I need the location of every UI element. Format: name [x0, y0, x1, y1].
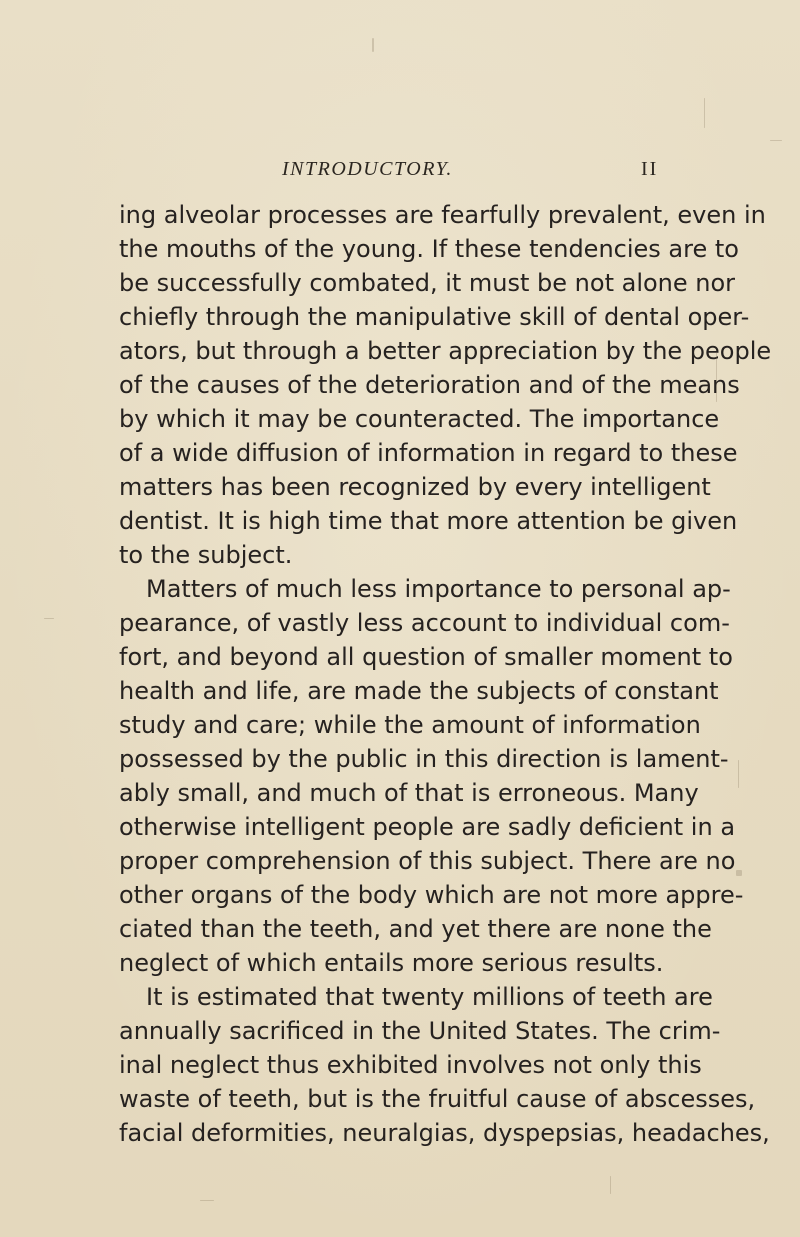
- text-line: study and care; while the amount of information: [119, 711, 701, 739]
- text-line: matters has been recognized by every intelligent: [119, 473, 711, 501]
- text-line: neglect of which entails more serious results.: [119, 949, 664, 977]
- paper-speck: [770, 140, 782, 141]
- text-line: other organs of the body which are not more appre-: [119, 881, 744, 909]
- paper-speck: [610, 1176, 611, 1194]
- text-line: facial deformities, neuralgias, dyspepsias, headaches,: [119, 1119, 770, 1147]
- paper-speck: [200, 1200, 214, 1201]
- text-line: inal neglect thus exhibited involves not only this: [119, 1051, 702, 1079]
- paper-speck: [44, 618, 54, 619]
- text-line: pearance, of vastly less account to individual com-: [119, 609, 730, 637]
- paper-speck: [716, 352, 717, 402]
- text-line: Matters of much less importance to personal ap-: [146, 575, 731, 603]
- running-head: INTRODUCTORY.: [282, 158, 453, 180]
- text-line: waste of teeth, but is the fruitful cause of abscesses,: [119, 1085, 756, 1113]
- text-line: ciated than the teeth, and yet there are none the: [119, 915, 712, 943]
- text-line: proper comprehension of this subject. There are no: [119, 847, 736, 875]
- text-line: ators, but through a better appreciation by the people: [119, 337, 772, 365]
- page-number: II: [641, 158, 659, 180]
- text-line: the mouths of the young. If these tendencies are to: [119, 235, 739, 263]
- paper-speck: [738, 760, 739, 788]
- text-line: otherwise intelligent people are sadly deficient in a: [119, 813, 736, 841]
- text-line: health and life, are made the subjects of constant: [119, 677, 719, 705]
- text-line: possessed by the public in this direction is lament-: [119, 745, 729, 773]
- text-line: dentist. It is high time that more attention be given: [119, 507, 738, 535]
- text-line: by which it may be counteracted. The importance: [119, 405, 720, 433]
- text-line: ably small, and much of that is erroneous. Many: [119, 779, 699, 807]
- paper-speck: [372, 38, 374, 52]
- text-line: It is estimated that twenty millions of teeth are: [146, 983, 713, 1011]
- text-line: be successfully combated, it must be not alone nor: [119, 269, 736, 297]
- paper-speck: [736, 870, 742, 876]
- text-line: fort, and beyond all question of smaller moment to: [119, 643, 733, 671]
- text-line: of the causes of the deterioration and of the means: [119, 371, 740, 399]
- paper-speck: [704, 98, 705, 128]
- text-line: to the subject.: [119, 541, 293, 569]
- text-line: ing alveolar processes are fearfully prevalent, even in: [119, 201, 766, 229]
- text-line: annually sacrificed in the United States. The crim-: [119, 1017, 721, 1045]
- text-line: of a wide diffusion of information in regard to these: [119, 439, 738, 467]
- text-line: chiefly through the manipulative skill of dental oper-: [119, 303, 750, 331]
